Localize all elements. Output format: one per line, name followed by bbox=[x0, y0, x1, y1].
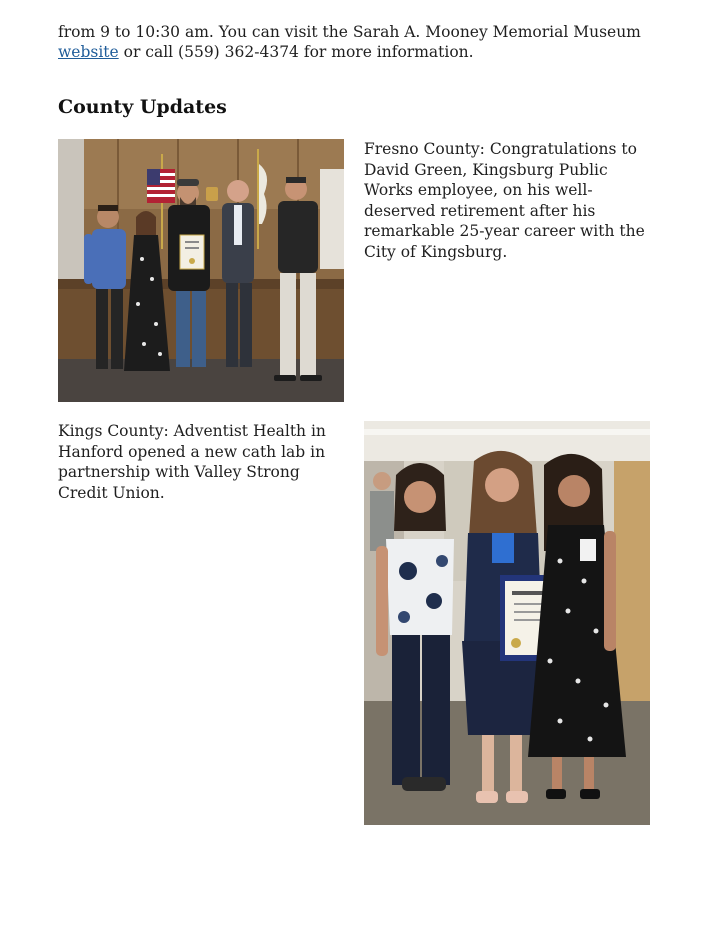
kings-county-caption: Kings County: Adventist Health in Hanford opened a new cath lab in partnership with Valley Strong Credit Union. bbox=[58, 422, 326, 502]
fresno-county-caption: Fresno County: Congratulations to David Green, Kingsburg Public Works employee, on his well-deserved retirement after his remarkable 25-year career with the City of Kingsburg. bbox=[364, 140, 645, 261]
section-heading: County Updates bbox=[58, 96, 227, 118]
cath-lab-opening-photo bbox=[364, 421, 650, 825]
intro-paragraph bbox=[58, 22, 658, 62]
retirement-group-photo bbox=[58, 139, 344, 402]
intro-text-end: or call (559) 362-4374 for more information. bbox=[118, 43, 474, 61]
cath-lab-photo-illustration bbox=[364, 421, 650, 825]
retirement-photo-illustration bbox=[58, 139, 344, 402]
intro-text-start: from 9 to 10:30 am. You can visit the Sarah A. Mooney Memorial Museum bbox=[58, 23, 641, 41]
museum-website-link[interactable]: website bbox=[58, 43, 119, 61]
